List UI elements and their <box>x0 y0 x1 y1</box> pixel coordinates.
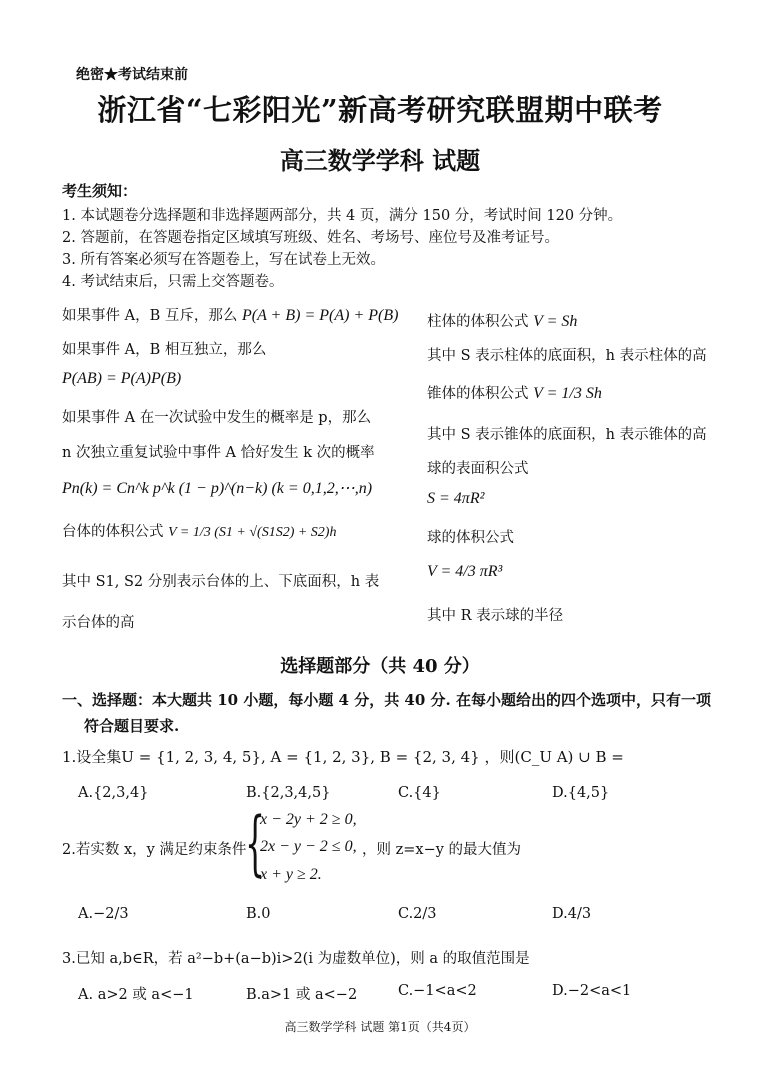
q2-brace: { <box>245 802 266 884</box>
q2-constraint-2: 2x − y − 2 ≤ 0, <box>260 838 357 855</box>
section-title: 选择题部分（共 40 分） <box>280 656 480 677</box>
formula-cone <box>427 382 602 403</box>
formula-prism <box>427 310 577 331</box>
formula-cone-text: 锥体的体积公式 <box>427 386 529 402</box>
exam-title: 浙江省“七彩阳光”新高考研究联盟期中联考 <box>97 93 663 127</box>
formula-prism-text: 柱体的体积公式 <box>427 314 529 330</box>
formula-exclusive-text: 如果事件 A，B 互斥，那么 <box>62 308 238 324</box>
formula-frustum-math: V = 1/3 (S1 + √(S1S2) + S2)h <box>168 525 337 540</box>
q2-stem-post: ，则 z=x−y 的最大值为 <box>362 842 522 858</box>
notice-heading: 考生须知： <box>62 182 138 200</box>
formula-frustum <box>62 520 336 541</box>
exam-subtitle: 高三数学学科 试题 <box>279 146 481 175</box>
q2-option-d[interactable]: D.4/3 <box>552 906 592 922</box>
part1-instructions-2: 符合题目要求. <box>84 717 180 735</box>
formula-frustum-note: 其中 S1, S2 分别表示台体的上、下底面积，h 表 <box>62 574 380 590</box>
formula-cone-note: 其中 S 表示锥体的底面积，h 表示锥体的高 <box>427 427 707 443</box>
q2-constraint-3: x + y ≥ 2. <box>260 866 322 883</box>
formula-sphere-note: 其中 R 表示球的半径 <box>427 608 564 624</box>
formula-sphere-area-math: S = 4πR² <box>427 490 485 507</box>
q3-option-c[interactable]: C.−1<a<2 <box>398 983 477 999</box>
formula-prism-math: V = Sh <box>533 313 578 330</box>
notice-item-1: 1. 本试题卷分选择题和非选择题两部分，共 4 页，满分 150 分，考试时间 120 分钟。 <box>62 208 623 224</box>
formula-sphere-area-text: 球的表面积公式 <box>427 461 529 477</box>
q1-option-a[interactable]: A.{2,3,4} <box>78 785 149 801</box>
formula-cone-math: V = 1/3 Sh <box>533 385 602 402</box>
notice-item-4: 4. 考试结束后，只需上交答题卷。 <box>62 274 284 290</box>
q1-stem: 1.设全集U = {1, 2, 3, 4, 5}, A = {1, 2, 3}, B = {2, 3, 4} ，则(C_U A) ∪ B = <box>62 748 624 766</box>
notice-item-3: 3. 所有答案必须写在答题卷上，写在试卷上无效。 <box>62 252 385 268</box>
q3-option-d[interactable]: D.−2<a<1 <box>552 983 632 999</box>
q2-option-b[interactable]: B.0 <box>246 906 271 922</box>
page-footer: 高三数学学科 试题 第1页（共4页） <box>284 1020 476 1034</box>
formula-exclusive <box>62 304 398 325</box>
q1-option-c[interactable]: C.{4} <box>398 785 441 801</box>
formula-bernoulli-math: Pn(k) = Cn^k p^k (1 − p)^(n−k) (k = 0,1,2,⋯,n) <box>62 480 373 497</box>
part1-instructions: 一、选择题：本大题共 10 小题，每小题 4 分，共 40 分. 在每小题给出的四个选项中，只有一项 <box>62 691 711 709</box>
q2-stem-pre: 2.若实数 x，y 满足约束条件 <box>62 842 247 858</box>
formula-independent-math: P(AB) = P(A)P(B) <box>62 370 182 387</box>
formula-bernoulli-text: n 次独立重复试验中事件 A 恰好发生 k 次的概率 <box>62 445 375 461</box>
formula-prism-note: 其中 S 表示柱体的底面积，h 表示柱体的高 <box>427 348 707 364</box>
formula-exclusive-math: P(A + B) = P(A) + P(B) <box>241 307 399 324</box>
formula-frustum-text: 台体的体积公式 <box>62 524 164 540</box>
formula-sphere-volume-text: 球的体积公式 <box>427 530 514 546</box>
q2-option-c[interactable]: C.2/3 <box>398 906 437 922</box>
q3-option-a[interactable]: A. a>2 或 a<−1 <box>78 987 194 1003</box>
formula-sphere-volume-math: V = 4/3 πR³ <box>427 563 503 580</box>
q3-stem: 3.已知 a,b∈R，若 a²−b+(a−b)i>2(i 为虚数单位)，则 a 的取值范围是 <box>62 951 530 967</box>
q1-option-d[interactable]: D.{4,5} <box>552 785 610 801</box>
q3-option-b[interactable]: B.a>1 或 a<−2 <box>246 987 358 1003</box>
formula-probability-text: 如果事件 A 在一次试验中发生的概率是 p，那么 <box>62 410 372 426</box>
notice-item-2: 2. 答题前，在答题卷指定区域填写班级、姓名、考场号、座位号及准考证号。 <box>62 230 559 246</box>
q2-constraint-1: x − 2y + 2 ≥ 0, <box>260 811 357 828</box>
q2-option-a[interactable]: A.−2/3 <box>78 906 129 922</box>
secret-label: 绝密★考试结束前 <box>76 67 188 83</box>
formula-independent-text: 如果事件 A，B 相互独立，那么 <box>62 342 267 358</box>
formula-frustum-note-2: 示台体的高 <box>62 615 135 631</box>
q1-option-b[interactable]: B.{2,3,4,5} <box>246 785 331 801</box>
